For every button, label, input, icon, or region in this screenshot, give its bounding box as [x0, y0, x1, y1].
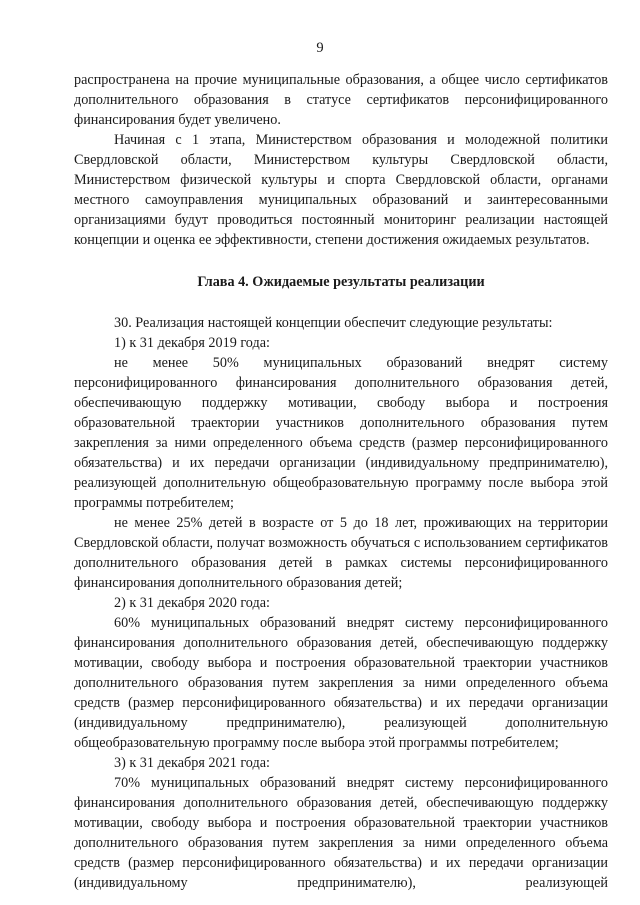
paragraph-2020-municipalities: 60% муниципальных образований внедрят систему персонифицированного финансирования дополнительного образования детей, обеспечивающую поддержку мотивации, свободу выбора и построения образовательной траектории участников дополнительного образования путем закрепления за ними определенного объема средств (размер персонифицированного обязательства) и их передачи организации (индивидуальному предпринимателю), реализующей дополнительную общеобразовательную программу после выбора этой программы потребителем;: [74, 615, 608, 751]
paragraph-monitoring: Начиная с 1 этапа, Министерством образования и молодежной политики Свердловской области, Министерством культуры Свердловской области, Министерством физической культуры и спорта Свердловской области, органами местного самоуправления муниципальных образований и заинтересованными организациями будут проводиться постоянный мониторинг реализации настоящей концепции и оценка ее эффективности, степени достижения ожидаемых результатов.: [74, 132, 608, 248]
paragraph-continuation: распространена на прочие муниципальные образования, а общее число сертификатов дополнительного образования в статусе сертификатов персонифицированного финансирования будет увеличено.: [74, 72, 608, 128]
page-number: 9: [316, 40, 324, 56]
paragraph-2020-label: 2) к 31 декабря 2020 года:: [114, 595, 270, 611]
paragraph-2021-label: 3) к 31 декабря 2021 года:: [114, 755, 270, 771]
paragraph-item-30: 30. Реализация настоящей концепции обеспечит следующие результаты:: [114, 315, 553, 331]
paragraph-2019-children: не менее 25% детей в возрасте от 5 до 18 лет, проживающих на территории Свердловской области, получат возможность обучаться с использованием сертификатов дополнительного образования детей в рамках системы персонифицированного финансирования дополнительного образования детей;: [74, 515, 608, 591]
chapter-heading: Глава 4. Ожидаемые результаты реализации: [197, 274, 485, 290]
paragraph-2021-municipalities: 70% муниципальных образований внедрят систему персонифицированного финансирования дополнительного образования детей, обеспечивающую поддержку мотивации, свободу выбора и построения образовательной траектории участников дополнительного образования путем закрепления за ними определенного объема средств (размер персонифицированного обязательства) и их передачи организации (индивидуальному предпринимателю), реализующей: [74, 775, 608, 891]
paragraph-2019-label: 1) к 31 декабря 2019 года:: [114, 335, 270, 351]
paragraph-2019-municipalities: не менее 50% муниципальных образований внедрят систему персонифицированного финансирования дополнительного образования детей, обеспечивающую поддержку мотивации, свободу выбора и построения образовательной траектории участников дополнительного образования путем закрепления за ними определенного объема средств (размер персонифицированного обязательства) и их передачи организации (индивидуальному предпринимателю), реализующей дополнительную общеобразовательную программу после выбора этой программы потребителем;: [74, 355, 608, 511]
document-body: [74, 40, 608, 893]
